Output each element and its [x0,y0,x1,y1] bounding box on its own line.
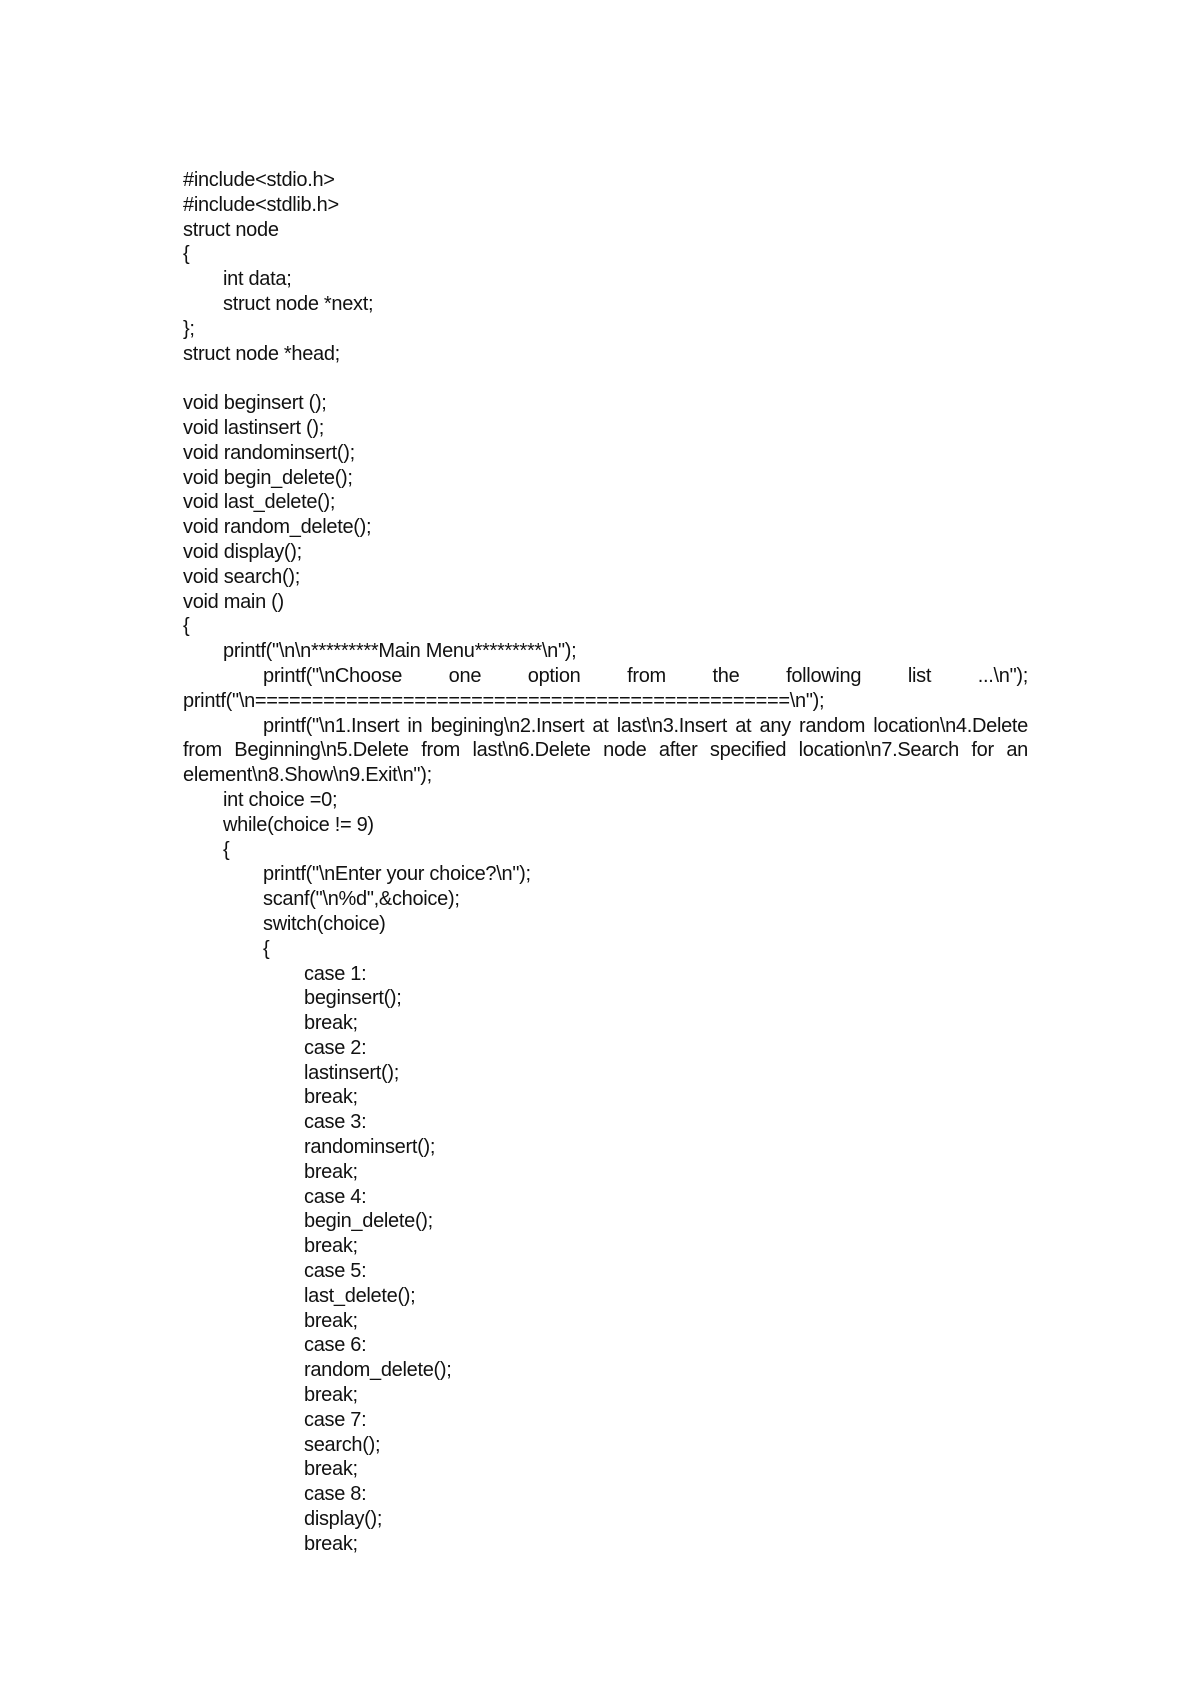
code-line-proto-random-delete: void random_delete(); [183,516,372,539]
code-line-case-label: case 5: [304,1260,367,1283]
code-line-int-choice: int choice =0; [223,788,338,811]
code-line-printf-enter-choice: printf("\nEnter your choice?\n"); [263,863,531,886]
code-line-printf-options: printf("\n1.Insert in begining\n2.Insert at last\n3.Insert at any random location\n4.Delete from Beginning\n5.Delete from last\n6.Delete node after specified location\n7.Search for an element\n8.Show\n9.Exit\n"); [183,714,1028,787]
code-line-field-data: int data; [223,268,292,291]
code-line-field-next: struct node *next; [223,292,374,315]
code-line-case-label: case 4: [304,1185,367,1208]
code-line-case-label: case 8: [304,1483,367,1506]
code-line-proto-randominsert: void randominsert(); [183,441,355,464]
code-line-case-break: break; [304,1309,358,1332]
code-line-case-break: break; [304,1235,358,1258]
code-line-while-open-brace: { [223,838,230,861]
code-line-case-call: last_delete(); [304,1284,416,1307]
code-line-case-call: randominsert(); [304,1136,436,1159]
code-line-case-call: begin_delete(); [304,1210,433,1233]
code-line-case-break: break; [304,1384,358,1407]
code-line-switch: switch(choice) [263,912,386,935]
code-line-printf-main-menu: printf("\n\n*********Main Menu*********\n"); [223,640,577,663]
code-line-struct-decl: struct node [183,218,279,241]
code-line-case-call: random_delete(); [304,1359,452,1382]
code-line-open-brace: { [183,243,190,266]
code-line-main-decl: void main () [183,590,284,613]
code-line-printf-choose: printf("\nChoose one option from the following list ...\n"); [263,664,1028,687]
code-line-case-label: case 6: [304,1334,367,1357]
code-line-proto-lastinsert: void lastinsert (); [183,416,325,439]
code-line-case-call: beginsert(); [304,987,402,1010]
code-line-case-break: break; [304,1160,358,1183]
code-line-case-call: search(); [304,1433,381,1456]
code-line-include-stdlib: #include<stdlib.h> [183,193,339,216]
code-line-scanf: scanf("\n%d",&choice); [263,888,460,911]
code-line-printf-separator: printf("\n===============================================\n"); [183,689,825,712]
code-line-switch-open-brace: { [263,937,270,960]
code-listing [183,168,1028,1557]
code-line-proto-beginsert: void beginsert (); [183,392,327,415]
code-line-head-decl: struct node *head; [183,342,340,365]
code-line-include-stdio: #include<stdio.h> [183,169,335,191]
code-line-case-break: break; [304,1458,358,1481]
code-line-while: while(choice != 9) [223,813,374,836]
code-line-main-open-brace: { [183,615,190,638]
code-line-case-label: case 3: [304,1111,367,1134]
code-line-case-break: break; [304,1086,358,1109]
code-line-proto-begin-delete: void begin_delete(); [183,466,353,489]
code-line-case-call: display(); [304,1508,383,1531]
blank-line [183,366,1028,391]
code-line-case-label: case 7: [304,1408,367,1431]
code-line-case-call: lastinsert(); [304,1061,400,1084]
code-line-proto-display: void display(); [183,540,302,563]
code-line-case-label: case 1: [304,962,367,985]
code-line-case-break: break; [304,1532,358,1555]
code-line-case-label: case 2: [304,1036,367,1059]
code-line-close-struct: }; [183,317,195,340]
code-line-proto-last-delete: void last_delete(); [183,491,336,514]
code-line-proto-search: void search(); [183,565,300,588]
code-line-case-break: break; [304,1012,358,1035]
